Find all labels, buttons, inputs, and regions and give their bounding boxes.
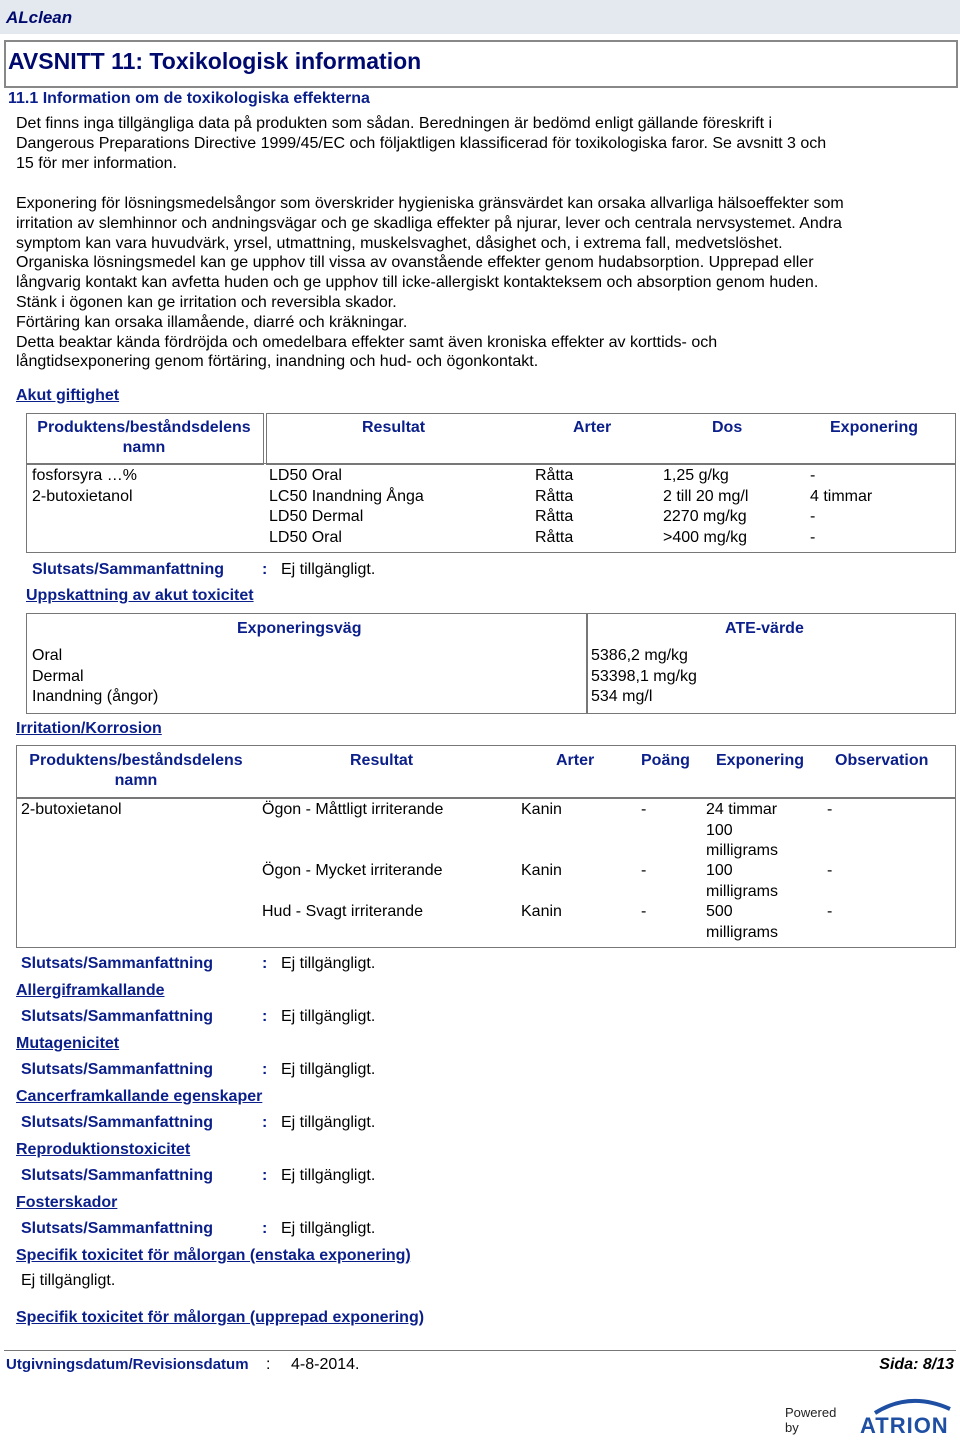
acute-col-exposure: Exponering	[830, 419, 919, 436]
exposure-paragraph	[16, 194, 946, 372]
ate-col-value: ATE-värde	[725, 620, 804, 637]
summary-label: Slutsats/Sammanfattning	[21, 1167, 214, 1184]
subsection-title: 11.1 Information om de toxikologiska effekterna	[8, 90, 370, 107]
summary-value: Ej tillgängligt.	[281, 1220, 376, 1237]
intro-line: Dangerous Preparations Directive 1999/45/EC och följaktligen klassificerad för toxikologiska faror. Se avsnitt 3 och	[16, 135, 827, 152]
table-cell: 2-butoxietanol	[32, 487, 133, 505]
acute-doses	[663, 466, 748, 548]
section-title: AVSNITT 11: Toxikologisk information	[8, 48, 422, 74]
acute-names	[32, 466, 137, 507]
exposure-line: symptom kan vara huvudvärk, yrsel, utmattning, muskelsvaghet, dåsighet och, i extrema fall, medvetslöshet.	[16, 234, 783, 252]
acute-species	[535, 466, 573, 548]
exposure-line: Exponering för lösningsmedelsångor som överskrider hygieniska gränsvärdet kan orsaka allvarliga hälsoeffekter som	[16, 195, 844, 212]
irritation-result: Ögon - Måttligt irriterande	[262, 801, 444, 818]
exposure-line: Detta beaktar kända fördröjda och omedelbara effekter samt även kroniska effekter av korttids- och	[16, 333, 718, 351]
summary-value: Ej tillgängligt.	[281, 561, 376, 578]
summary-label: Slutsats/Sammanfattning	[21, 1061, 214, 1078]
ate-heading: Uppskattning av akut toxicitet	[26, 587, 254, 604]
summary-value: Ej tillgängligt.	[281, 1114, 376, 1131]
acute-col-name	[28, 418, 260, 458]
ate-col-route: Exponeringsväg	[237, 620, 362, 637]
summary-colon: :	[262, 1061, 268, 1078]
page-number: Sida: 8/13	[879, 1356, 954, 1373]
summary-colon: :	[262, 1167, 268, 1184]
table-cell: LC50 Inandning Ånga	[269, 487, 424, 505]
table-cell: >400 mg/kg	[663, 528, 748, 546]
irritation-species: Kanin	[521, 862, 562, 879]
allergy-heading: Allergiframkallande	[16, 982, 165, 999]
acute-results	[269, 466, 424, 548]
ate-values	[591, 646, 697, 708]
irritation-col-species: Arter	[556, 752, 595, 769]
irritation-score: -	[641, 801, 647, 818]
summary-colon: :	[262, 1114, 268, 1131]
irritation-col-observation: Observation	[835, 752, 929, 769]
table-cell: 2270 mg/kg	[663, 508, 747, 525]
exposure-line: 100	[706, 821, 733, 839]
summary-value: Ej tillgängligt.	[281, 955, 376, 972]
irritation-table-body	[16, 797, 956, 948]
summary-label: Slutsats/Sammanfattning	[32, 561, 225, 578]
irritation-observation: -	[827, 862, 833, 879]
irritation-col-name	[18, 751, 254, 791]
summary-colon: :	[262, 1008, 268, 1025]
summary-value: Ej tillgängligt.	[281, 1061, 376, 1078]
fetal-damage-heading: Fosterskador	[16, 1194, 118, 1211]
summary-label: Slutsats/Sammanfattning	[21, 1220, 214, 1237]
reproductive-toxicity-heading: Reproduktionstoxicitet	[16, 1141, 191, 1158]
summary-colon: :	[262, 955, 268, 972]
mutagenicity-heading: Mutagenicitet	[16, 1035, 120, 1052]
table-cell: 53398,1 mg/kg	[591, 667, 697, 685]
exposure-line: Organiska lösningsmedel kan ge upphov till vissa av ovanstående effekter genom hudabsorption. Upprepad eller	[16, 254, 814, 272]
summary-label: Slutsats/Sammanfattning	[21, 1114, 214, 1131]
acute-exposures	[810, 466, 872, 548]
acute-toxicity-heading: Akut giftighet	[16, 387, 120, 404]
exposure-line: 100	[706, 862, 733, 879]
table-cell: LD50 Dermal	[269, 508, 364, 525]
irritation-exposure	[706, 800, 778, 862]
footer-date: 4-8-2014.	[291, 1356, 360, 1373]
stot-repeat-heading: Specifik toxicitet för målorgan (upprepad exponering)	[16, 1309, 425, 1326]
table-cell: -	[810, 528, 816, 546]
stot-single-heading: Specifik toxicitet för målorgan (enstaka exponering)	[16, 1247, 411, 1264]
acute-col-species: Arter	[573, 419, 612, 436]
irritation-exposure	[706, 861, 778, 902]
col-name-line1: Produktens/beståndsdelens	[37, 419, 251, 436]
table-cell: Oral	[32, 647, 63, 664]
irritation-score: -	[641, 862, 647, 879]
table-cell: 534 mg/l	[591, 688, 653, 705]
exposure-line: långtidsexponering genom förtäring, inandning och hud- och ögonkontakt.	[16, 353, 539, 371]
summary-value: Ej tillgängligt.	[281, 1167, 376, 1184]
brand-name: ALclean	[6, 8, 73, 27]
summary-label: Slutsats/Sammanfattning	[21, 1008, 214, 1025]
exposure-line: Förtäring kan orsaka illamående, diarré och kräkningar.	[16, 313, 408, 331]
table-cell: 4 timmar	[810, 487, 873, 505]
table-cell: fosforsyra …%	[32, 467, 137, 484]
summary-colon: :	[262, 561, 268, 578]
table-cell: Råtta	[535, 528, 574, 546]
exposure-line: irritation av slemhinnor och andningsvägar och ge skadliga effekter på njurar, lever och centrala nervsystemet. Andra	[16, 214, 842, 232]
irritation-result: Hud - Svagt irriterande	[262, 903, 423, 920]
ate-routes	[32, 646, 158, 708]
intro-paragraph	[16, 114, 946, 174]
irritation-species: Kanin	[521, 903, 562, 920]
col-name-line1: Produktens/beståndsdelens	[29, 752, 243, 769]
irritation-score: -	[641, 903, 647, 920]
irritation-col-score: Poäng	[641, 752, 690, 769]
irritation-observation: -	[827, 801, 833, 818]
irritation-species: Kanin	[521, 801, 562, 818]
table-cell: LD50 Oral	[269, 528, 342, 546]
exposure-line: Stänk i ögonen kan ge irritation och reversibla skador.	[16, 293, 397, 311]
table-cell: 5386,2 mg/kg	[591, 647, 688, 664]
table-cell: 2 till 20 mg/l	[663, 487, 749, 505]
irritation-col-exposure: Exponering	[716, 752, 805, 769]
exposure-line: milligrams	[706, 842, 778, 859]
table-cell: Råtta	[535, 467, 574, 484]
table-cell: LD50 Oral	[269, 467, 342, 484]
table-cell: -	[810, 467, 816, 484]
irritation-heading: Irritation/Korrosion	[16, 720, 162, 737]
col-name-line2: namn	[122, 439, 166, 456]
intro-line: Det finns inga tillgängliga data på produkten som sådan. Beredningen är bedömd enligt gällande föreskrift i	[16, 115, 773, 132]
stot-single-value: Ej tillgängligt.	[21, 1272, 116, 1289]
table-cell: Råtta	[535, 508, 574, 525]
top-bar	[0, 0, 960, 34]
table-cell: Dermal	[32, 667, 84, 685]
exposure-line: milligrams	[706, 882, 778, 900]
irritation-exposure	[706, 902, 778, 943]
atrion-text: ATRION	[860, 1413, 949, 1438]
irritation-col-result: Resultat	[350, 752, 414, 769]
acute-col-dose: Dos	[712, 419, 743, 436]
summary-label: Slutsats/Sammanfattning	[21, 955, 214, 972]
footer-colon: :	[266, 1356, 271, 1373]
exposure-line: långvarig kontakt kan avfetta huden och ge upphov till icke-allergiskt kontakteksem och absorption genom huden.	[16, 274, 819, 292]
col-name-line2: namn	[114, 772, 158, 789]
footer-label: Utgivningsdatum/Revisionsdatum	[6, 1356, 249, 1373]
table-cell: Inandning (ångor)	[32, 688, 159, 705]
carcinogenicity-heading: Cancerframkallande egenskaper	[16, 1088, 263, 1105]
intro-line: 15 för mer information.	[16, 155, 177, 172]
table-cell: 1,25 g/kg	[663, 467, 729, 484]
exposure-line: 24 timmar	[706, 801, 778, 818]
footer-divider	[4, 1350, 956, 1351]
summary-colon: :	[262, 1220, 268, 1237]
irritation-name: 2-butoxietanol	[21, 801, 122, 818]
exposure-line: milligrams	[706, 923, 778, 941]
irritation-result: Ögon - Mycket irriterande	[262, 862, 443, 879]
summary-value: Ej tillgängligt.	[281, 1008, 376, 1025]
acute-col-result: Resultat	[362, 419, 426, 436]
powered-by-text: Powered by	[785, 1405, 837, 1435]
table-cell: -	[810, 508, 816, 525]
exposure-line: 500	[706, 903, 733, 920]
table-cell: Råtta	[535, 487, 574, 505]
irritation-observation: -	[827, 903, 833, 920]
